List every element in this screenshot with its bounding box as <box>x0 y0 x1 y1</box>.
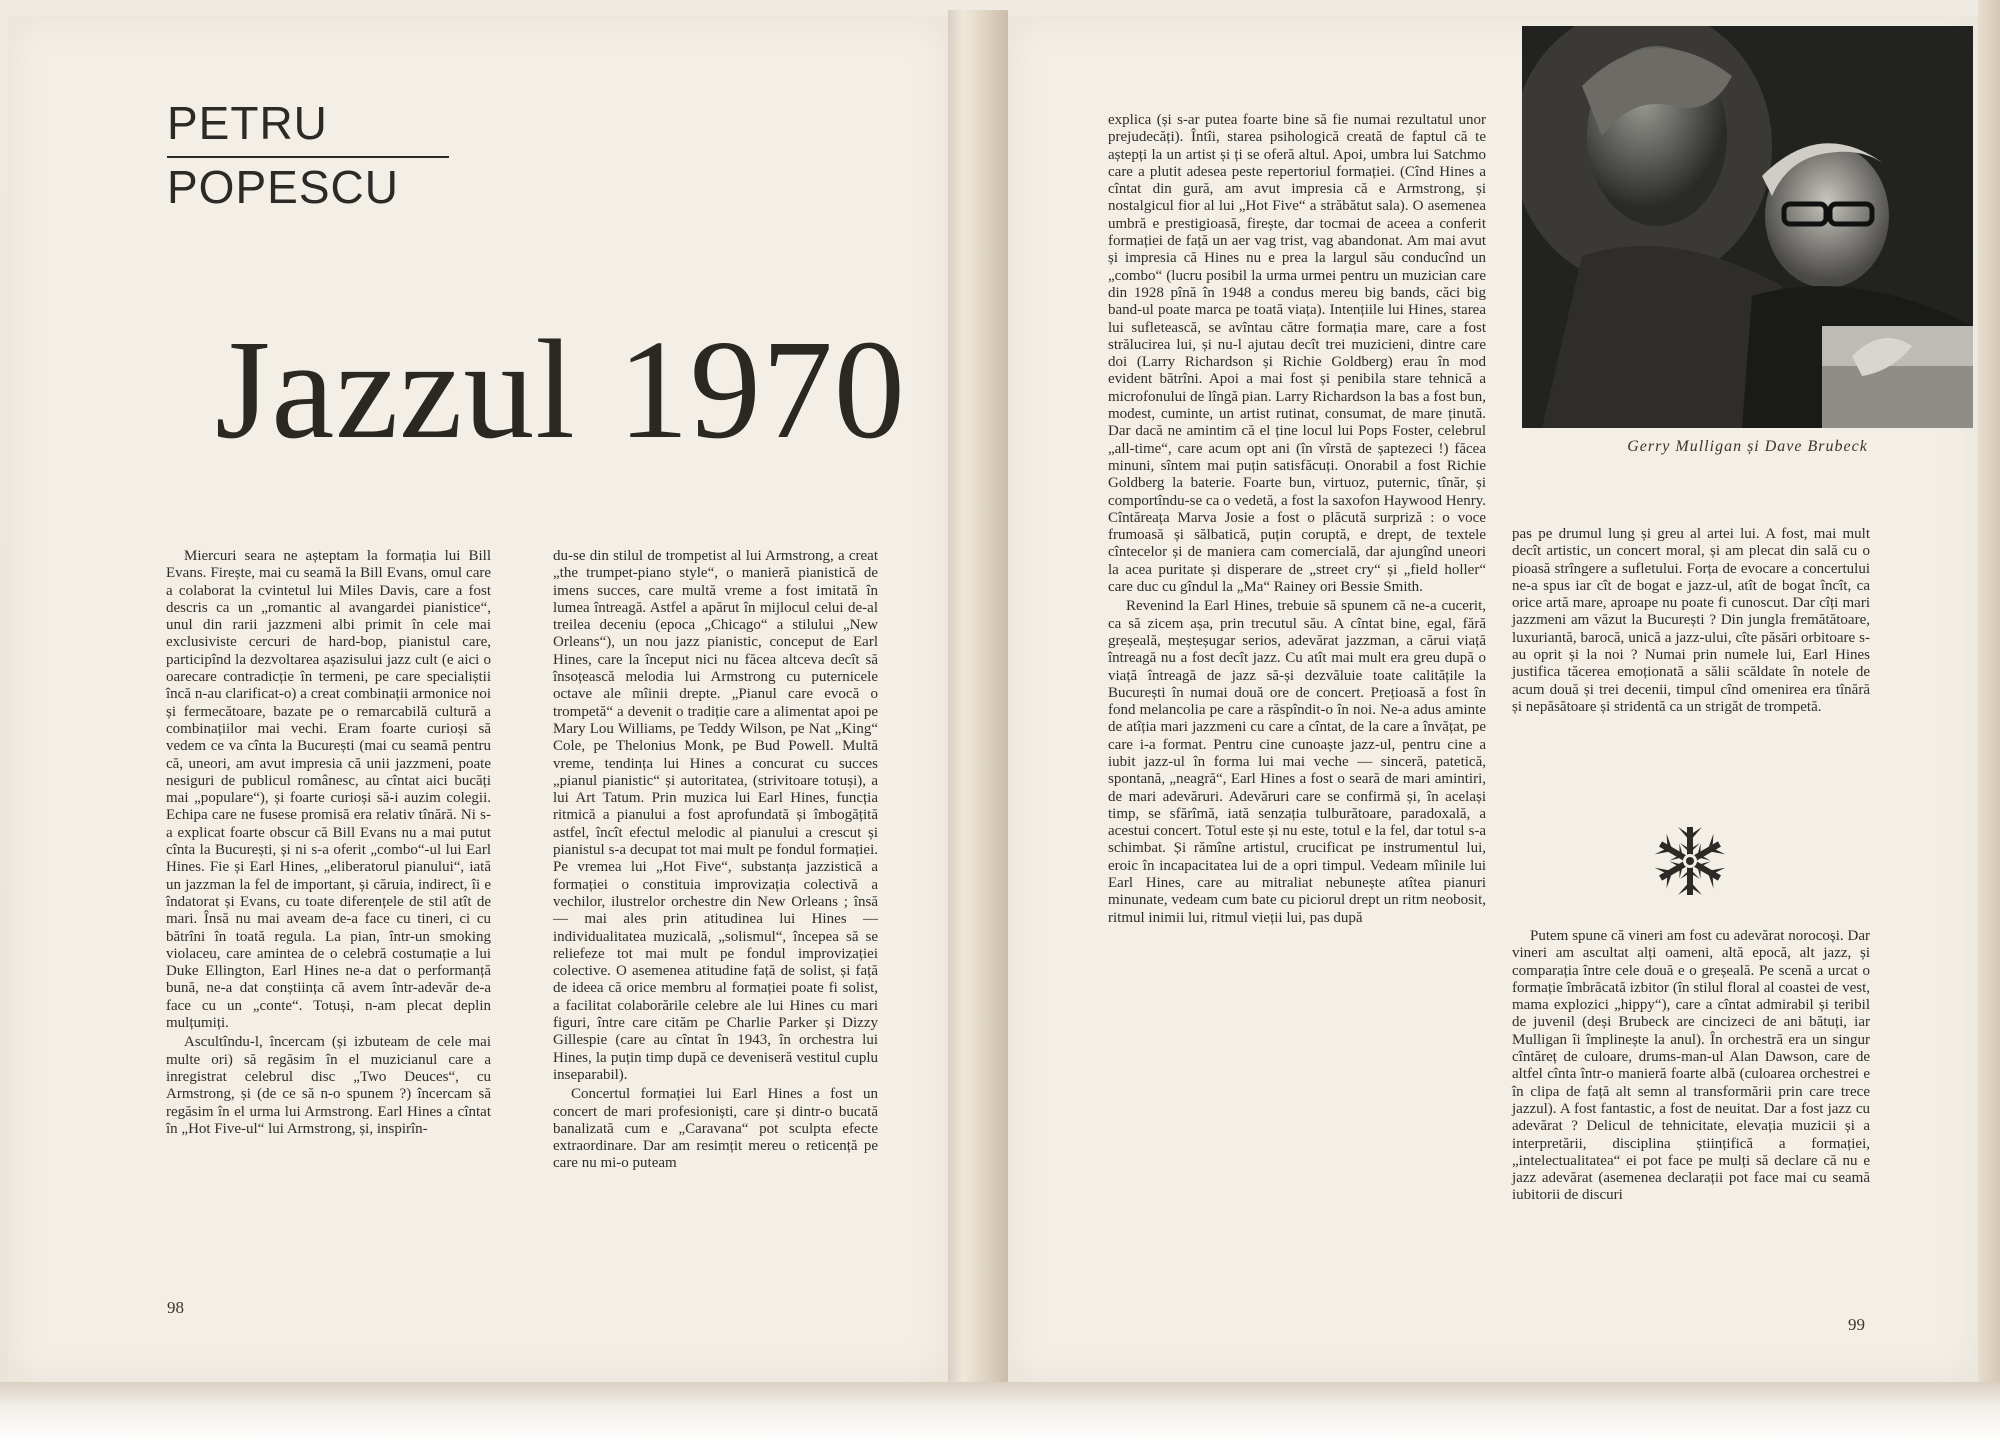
text-column-2 <box>553 548 878 1173</box>
title-year: 1970 <box>617 310 906 468</box>
text-column-5 <box>1512 928 1870 1205</box>
paragraph: du-se din stilul de trompetist al lui Armstrong, a creat „the trumpet-piano style“, o manieră pianistică de imens succes, care multă vreme a fost imitată în lumea întreagă. Astfel a apărut în mijlocul celui de-al treilea deceniu (epoca „Chicago“ a stilului „New Orleans“), un nou jazz pianistic, conceput de Earl Hines, care la început nici nu făcea altceva decît să însoțească melodia lui Armstrong cu puternicele octave ale mîinii drepte. „Pianul care evocă o trompetă“ a devenit o tradiție care a alimentat apoi pe Mary Lou Williams, pe Teddy Wilson, pe Nat „King“ Cole, pe Thelonius Monk, pe Bud Powell. Multă vreme, tendința lui Hines a concurat cu succes „pianul pianistic“ și autoritatea, (strivitoare totuși), a lui Art Tatum. Prin muzica lui Earl Hines, funcția ritmică a pianului a fost aprofundată și îmbogățită astfel, încît efectul melodic al pianului a crescut și pianistul s-a decupat tot mai mult pe fondul formației. Pe vremea lui „Hot Five“, substanța jazzistică a formației o constituia improvizația colectivă a vechilor, ilustrelor orchestre din New Orleans ; însă — mai ales prin atitudinea lui Hines — individualitatea muzicală, „solismul“, începea să se reliefeze tot mai mult pe fondul improvizației colective. O asemenea atitudine față de solist, și față de ideea că orice membru al formației poate fi solist, a facilitat colaborările celebre ale lui Hines cu mari figuri, între care cităm pe Charlie Parker și Dizzy Gillespie (care au cîntat în 1943, în orchestra lui Hines, la puțin timp după ce deveniseră vestitul cuplu inseparabil). <box>553 548 878 1083</box>
text-column-1 <box>166 548 491 1138</box>
title-word: Jazzul <box>215 310 576 468</box>
author-first-name: PETRU <box>167 97 328 149</box>
snowflake-ornament-icon <box>1655 823 1725 899</box>
paragraph: explica (și s-ar putea foarte bine să fie numai rezultatul unor prejudecăți). Întîi, starea psihologică creată de faptul că te aștepți la un artist și ți se oferă altul. Apoi, umbra lui Satchmo care a plutit adesea peste repertoriul formației. (Cînd Hines a cîntat din gură, am avut impresia că e Armstrong, și nostalgicul fior al lui „Hot Five“ a străbătut sala). O asemenea umbră e prestigioasă, firește, dar tocmai de aceea a conferit formației de față un aer vag trist, vag abandonat. Am mai avut și impresia că Hines nu e prea la largul său conducînd un „combo“ (lucru posibil la urma urmei pentru un muzician care din 1928 pînă în 1948 a condus mereu big bands, căci big band-ul poate marca pe toată viața). Intențiile lui Hines, starea lui sufletească, se avîntau către formația mare, care a fost strălucirea lui, și nu-l ajutau decît trei muzicieni, dintre care doi (Larry Richardson și Richie Goldberg) erau în mod evident bătrîni. Apoi a mai fost și penibila stare tehnică a microfonului de lîngă pian. Larry Richardson la bas a fost bun, modest, cuminte, un artist rutinat, consumat, de mare ținută. Dar dacă ne amintim că el ține locul lui Pops Foster, celebrul „all-time“, care acum opt ani (în vîrstă de șaptezeci !) făcea minuni, sîntem mai puțin satisfăcuți. Onorabil a fost Richie Goldberg la baterie. Foarte bun, virtuoz, puternic, tînăr, și comportîndu-se ca o vedetă, a fost la saxofon Haywood Henry. Cîntăreața Marva Josie a fost o plăcută surpriză : o voce frumoasă și sălbatică, puțin coruptă, e drept, de textele cîntecelor și de maniera cam comercială, dar ajungînd uneori la acea puritate și disperare de „street cry“ și „field holler“ care duc cu gîndul la „Ma“ Rainey ori Bessie Smith. <box>1108 112 1486 596</box>
book-edge-right <box>1978 0 2000 1400</box>
book-edge-bottom <box>0 1382 2000 1443</box>
text-column-3 <box>1108 112 1486 927</box>
article-title <box>215 310 906 468</box>
photo-caption: Gerry Mulligan și Dave Brubeck <box>1627 438 1868 455</box>
page-number-left: 98 <box>167 1298 184 1317</box>
text-column-4 <box>1512 526 1870 716</box>
paragraph: Concertul formației lui Earl Hines a fost un concert de mari profesioniști, care și dintr-o bucată banalizată cum e „Caravana“ pot sculpta efecte extraordinare. Dar am resimțit mereu o reticență pe care nu mi-o puteam <box>553 1086 878 1172</box>
paragraph: Ascultîndu-l, încercam (și izbuteam de cele mai multe ori) să regăsim în el muzicianul care a inregistrat celebrul disc „Two Deuces“, cu Armstrong, și (de ce să n-o spunem ?) încercam să regăsim în el urma lui Armstrong. Earl Hines a cîntat în „Hot Five-ul“ lui Armstrong, și, inspirîn- <box>166 1034 491 1137</box>
paragraph: Revenind la Earl Hines, trebuie să spunem că ne-a cucerit, ca să zicem așa, prin trecutul său. A cîntat bine, egal, fără greșeală, meșteșugar serios, adevărat jazzman, a cărui viață întreagă nu a fost decît jazz. Cu atît mai mult era greu după o viață întreagă de jazz să-și dezvăluie toate calitățile la București în numai două ore de concert. Prețioasă a fost în fond melancolia pe care a răspîndit-o în noi. Ne-a adus aminte de atîția mari jazzmeni cu care a cîntat, de la care a învățat, pe care i-a format. Pentru cine cunoaște jazz-ul, pentru cine a iubit jazz-ul în forma lui mai veche — sinceră, patetică, spontană, „neagră“, Earl Hines a fost o seară de mari amintiri, de mari adevăruri. Adevăruri care se confirmă și, în același timp, se sfărîmă, iată senzația tulburătoare, paradoxală, a acestui concert. Totul este și nu este, totul e la fel, dar totul s-a schimbat. Și rămîne artistul, crucificat pe instrumentul lui, eroic în incapacitatea lui de a opri timpul. Vedeam mîinile lui Earl Hines, care au mitraliat nebunește atîtea pianuri minunate, vedeam cum bate cu piciorul drept un ritm neobosit, ritmul inimii lui, ritmul vieții lui, pas după <box>1108 598 1486 926</box>
book-spine <box>948 10 1008 1390</box>
author-divider <box>167 156 449 158</box>
paragraph: Putem spune că vineri am fost cu adevărat norocoși. Dar vineri am ascultat alți oameni, altă epocă, alt jazz, și comparația între cele două e o greșeală. Pe scenă a urcat o formație îmbrăcată izbitor (în stilul floral al coastei de vest, mama explozici „hippy“), care a cîntat admirabil și teribil de juvenil (deși Brubeck are cincizeci de ani bătuți, iar Mulligan îi împlinește la anul). În orchestră era un singur cîntăreț de culoare, drums-man-ul Alan Dawson, care de altfel cînta într-o manieră foarte albă (culoarea orchestrei e în clipa de față alt semn al transformării prin care trece jazzul). A fost fantastic, a fost de neuitat. Dar a fost jazz cu adevărat ? Delicul de tehnicitate, elevația muzicii și a interpretării, disciplina științifică a formației, „intelectualitatea“ ei pot face pe mulți să declare că nu e jazz adevărat (asemenea declarații pot face mai cu seamă iubitorii de discuri <box>1512 928 1870 1204</box>
paragraph: pas pe drumul lung și greu al artei lui. A fost, mai mult decît artistic, un concert moral, și am plecat din sală cu o pioasă strîngere a sufletului. Forța de evocare a concertului ne-a spus iar cît de bogat e jazz-ul, atît de bogat încît, ca orice artă mare, aproape nu poate fi cunoscut. Dar cîți mari jazzmeni am văzut la București ? Din jungla fremătătoare, luxuriantă, barocă, unică a jazz-ului, cîte păsări orbitoare s-au oprit și la noi ? Numai prin numele lui, Earl Hines justifica tăcerea emoționată a sălii scăldate în notele de acum două și trei decenii, timpul cînd omenirea era tînără și nepăsătoare și stridentă ca un strigăt de trompetă. <box>1512 526 1870 715</box>
photo-image <box>1522 26 1973 428</box>
photo-mulligan-brubeck <box>1522 26 1973 428</box>
paragraph: Miercuri seara ne așteptam la formația lui Bill Evans. Firește, mai cu seamă la Bill Evans, omul care a colaborat la cvintetul lui Miles Davis, care a fost descris ca un „romantic al avangardei pianistice“, unul din rarii jazzmeni albi primit în cele mai exclusiviste cercuri de hard-bop, pianistul care, participînd la dezvoltarea așazisului jazz cult (e aici o oarecare contradicție în termeni, pe care specialiștii încă n-au clarificat-o) a creat combinații armonice noi și fermecătoare, bazate pe o remarcabilă cultură a combinațiilor mai vechi. Eram foarte curioși să vedem ce va cînta la București (mai cu seamă pentru că, uneori, am avut impresia că unii jazzmeni, poate nesiguri de publicul românesc, au cîntat aici bucăți mai „populare“), și foarte curioși să-i auzim colegii. Echipa care ne fusese promisă era relativ tînără. Ni s-a explicat foarte obscur că Bill Evans nu a mai putut cînta la București, și ni s-a oferit „combo“-ul lui Earl Hines. Fie și Earl Hines, „eliberatorul pianului“, iată un jazzman la fel de important, și căruia, indirect, îi e îndatorat și Evans, cu toate diferențele de stil atît de mari. Însă nu mai aveam de-a face cu tineri, ci cu bătrîni în toată regula. La pian, într-un smoking violaceu, care amintea de o celebră costumație a lui Duke Ellington, Earl Hines ne-a dat o performanță bună, ne-a dat conștiința că avem într-adevăr de-a face cu un „conte“. Totuși, n-am plecat deplin mulțumiți. <box>166 548 491 1032</box>
author-last-name: POPESCU <box>167 161 399 213</box>
page-number-right: 99 <box>1848 1315 1865 1334</box>
